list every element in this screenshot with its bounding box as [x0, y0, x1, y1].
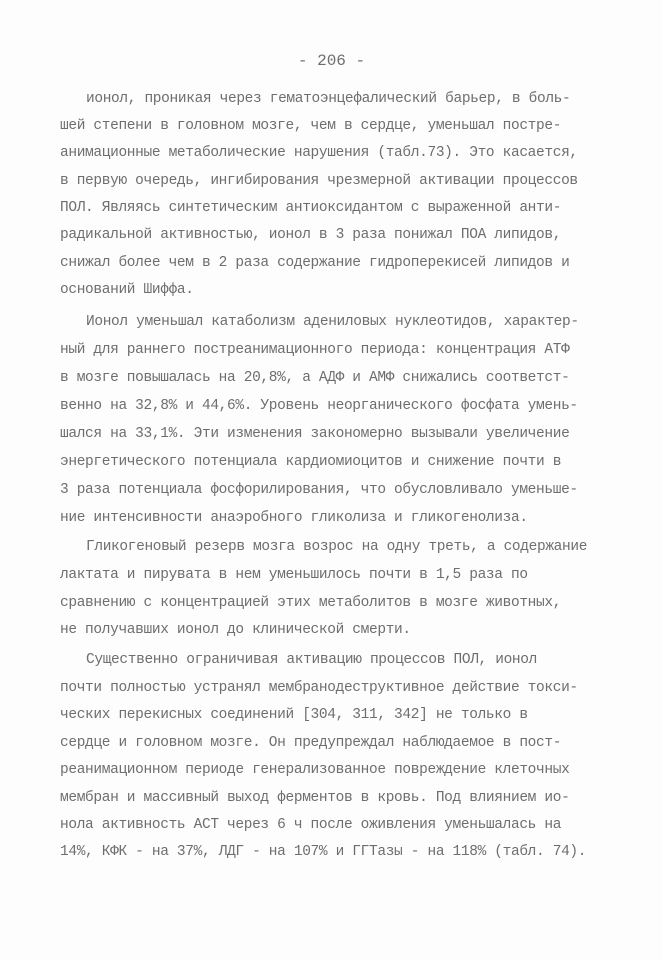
text-line: шей степени в головном мозге, чем в сердце, уменьшал постре- [60, 118, 562, 134]
text-line: сравнению с концентрацией этих метаболитов в мозге животных, [60, 595, 562, 611]
text-line: анимационные метаболические нарушения (табл.73). Это касается, [60, 145, 578, 161]
text-line: снижал более чем в 2 раза содержание гидроперекисей липидов и [60, 255, 570, 271]
text-line: в мозге повышалась на 20,8%, а АДФ и АМФ снижались соответст- [60, 370, 570, 386]
text-line: энергетического потенциала кардиомиоцитов и снижение почти в [60, 454, 562, 470]
text-line: не получавших ионол до клинической смерти. [60, 622, 411, 638]
text-line: ионол, проникая через гематоэнцефалический барьер, в боль- [86, 91, 571, 107]
text-line: почти полностью устранял мембранодеструктивное действие токси- [60, 680, 578, 696]
text-line: радикальной активностью, ионол в 3 раза понижал ПОА липидов, [60, 227, 562, 243]
text-line: ПОЛ. Являясь синтетическим антиоксидантом с выраженной анти- [60, 200, 562, 216]
text-line: ческих перекисных соединений [304, 311, 342] не только в [60, 707, 528, 723]
text-line: сердце и головном мозге. Он предупреждал наблюдаемое в пост- [60, 735, 562, 751]
text-line: Гликогеновый резерв мозга возрос на одну треть, а содержание [86, 539, 588, 555]
text-line: в первую очередь, ингибирования чрезмерной активации процессов [60, 173, 578, 189]
text-line: 3 раза потенциала фосфорилирования, что обусловливало уменьше- [60, 482, 578, 498]
page-number: - 206 - [297, 52, 366, 70]
text-line: Существенно ограничивая активацию процессов ПОЛ, ионол [86, 652, 537, 668]
text-line: оснований Шиффа. [60, 282, 194, 298]
text-line: венно на 32,8% и 44,6%. Уровень неорганического фосфата умень- [60, 398, 578, 414]
text-line: ный для раннего постреанимационного периода: концентрация АТФ [60, 342, 570, 358]
text-line: ние интенсивности анаэробного гликолиза и гликогенолиза. [60, 510, 528, 526]
text-line: мембран и массивный выход ферментов в кровь. Под влиянием ио- [60, 790, 570, 806]
text-line: шался на 33,1%. Эти изменения закономерно вызывали увеличение [60, 426, 570, 442]
text-line: 14%, КФК - на 37%, ЛДГ - на 107% и ГГТазы - на 118% (табл. 74). [60, 844, 587, 860]
text-line: лактата и пирувата в нем уменьшилось почти в 1,5 раза по [60, 567, 528, 583]
text-line: нола активность АСТ через 6 ч после оживления уменьшалась на [60, 817, 562, 833]
text-line: реанимационном периоде генерализованное повреждение клеточных [60, 762, 570, 778]
text-line: Ионол уменьшал катаболизм адениловых нуклеотидов, характер- [86, 314, 579, 330]
